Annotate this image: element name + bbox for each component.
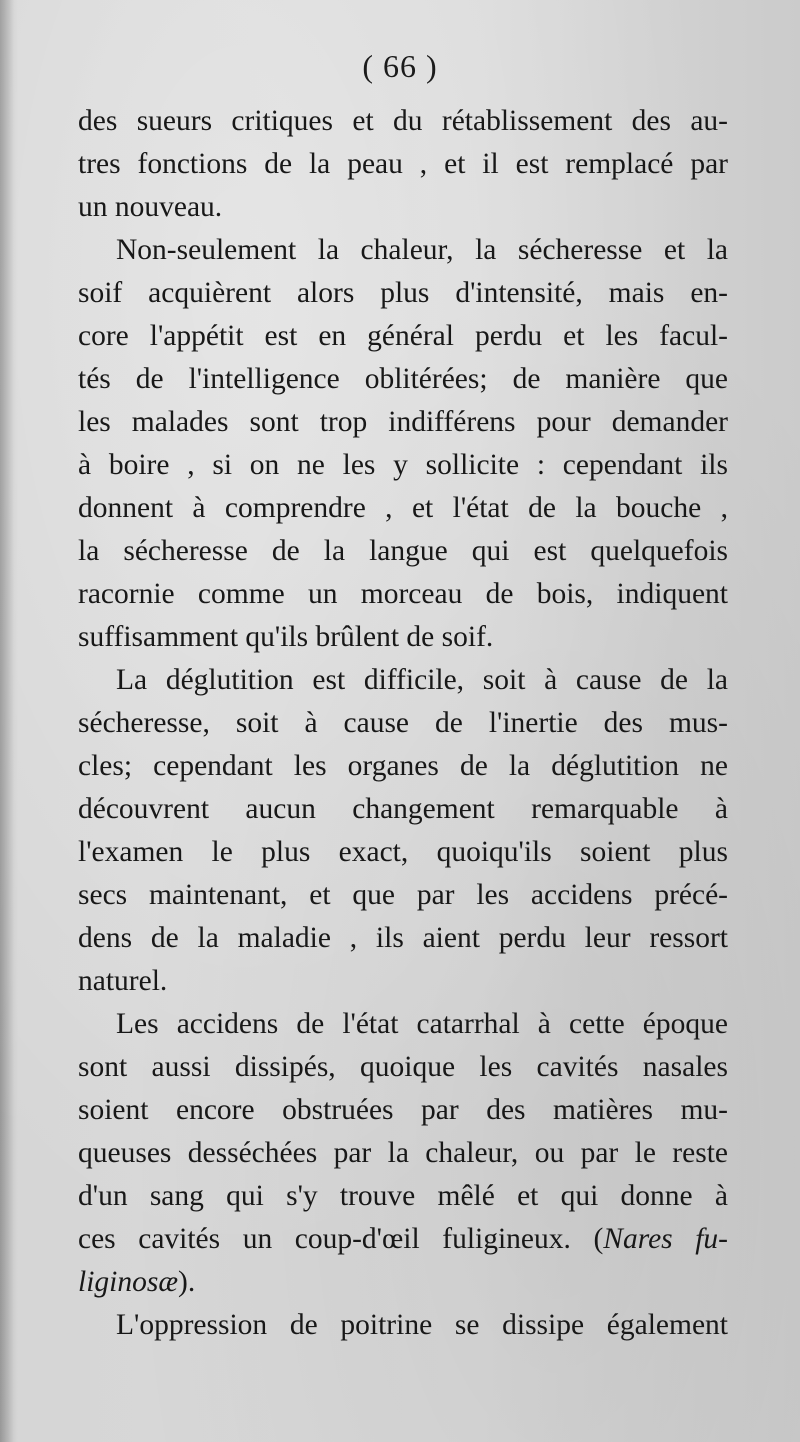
text-line: sécheresse, soit à cause de l'inertie des mus- (78, 707, 728, 739)
text-line: core l'appétit est en général perdu et les facul- (78, 320, 728, 352)
text-line: racornie comme un morceau de bois, indiquent (78, 578, 728, 610)
text-line: les malades sont trop indifférens pour demander (78, 406, 728, 438)
text-line: la sécheresse de la langue qui est quelquefois (78, 535, 728, 567)
text-line: dens de la maladie , ils aient perdu leur ressort (78, 922, 728, 954)
text-line: soif acquièrent alors plus d'intensité, mais en- (78, 277, 728, 309)
text-line: d'un sang qui s'y trouve mêlé et qui donne à (78, 1180, 728, 1212)
text-line: ces cavités un coup-d'œil fuligineux. (Nares fu- (78, 1223, 729, 1255)
text-line: sont aussi dissipés, quoique les cavités nasales (78, 1051, 728, 1083)
text-line: Non-seulement la chaleur, la sécheresse et la (116, 234, 728, 266)
text-line: donnent à comprendre , et l'état de la bouche , (78, 492, 728, 524)
text-line: à boire , si on ne les y sollicite : cependant ils (78, 449, 728, 481)
text-line: un nouveau. (78, 191, 223, 223)
text-line: L'oppression de poitrine se dissipe également (116, 1309, 728, 1341)
text-line: l'examen le plus exact, quoiqu'ils soient plus (78, 836, 728, 868)
text-line: des sueurs critiques et du rétablissement des au- (78, 105, 728, 137)
text-line: suffisamment qu'ils brûlent de soif. (78, 621, 494, 653)
text-line: liginosæ). (78, 1266, 196, 1298)
text-line: naturel. (78, 965, 168, 997)
text-line: tres fonctions de la peau , et il est remplacé par (78, 148, 728, 180)
text-line: cles; cependant les organes de la déglutition ne (78, 750, 728, 782)
body-text (78, 100, 728, 1347)
page-edge-shadow (0, 0, 14, 1442)
page-number: ( 66 ) (362, 48, 438, 84)
text-line: soient encore obstruées par des matières mu- (78, 1094, 728, 1126)
text-line: secs maintenant, et que par les accidens précé- (78, 879, 728, 911)
text-line: Les accidens de l'état catarrhal à cette époque (116, 1008, 728, 1040)
text-line: découvrent aucun changement remarquable à (78, 793, 728, 825)
text-line: La déglutition est difficile, soit à cause de la (116, 664, 728, 696)
text-line: tés de l'intelligence oblitérées; de manière que (78, 363, 728, 395)
text-line: queuses desséchées par la chaleur, ou par le reste (78, 1137, 728, 1169)
